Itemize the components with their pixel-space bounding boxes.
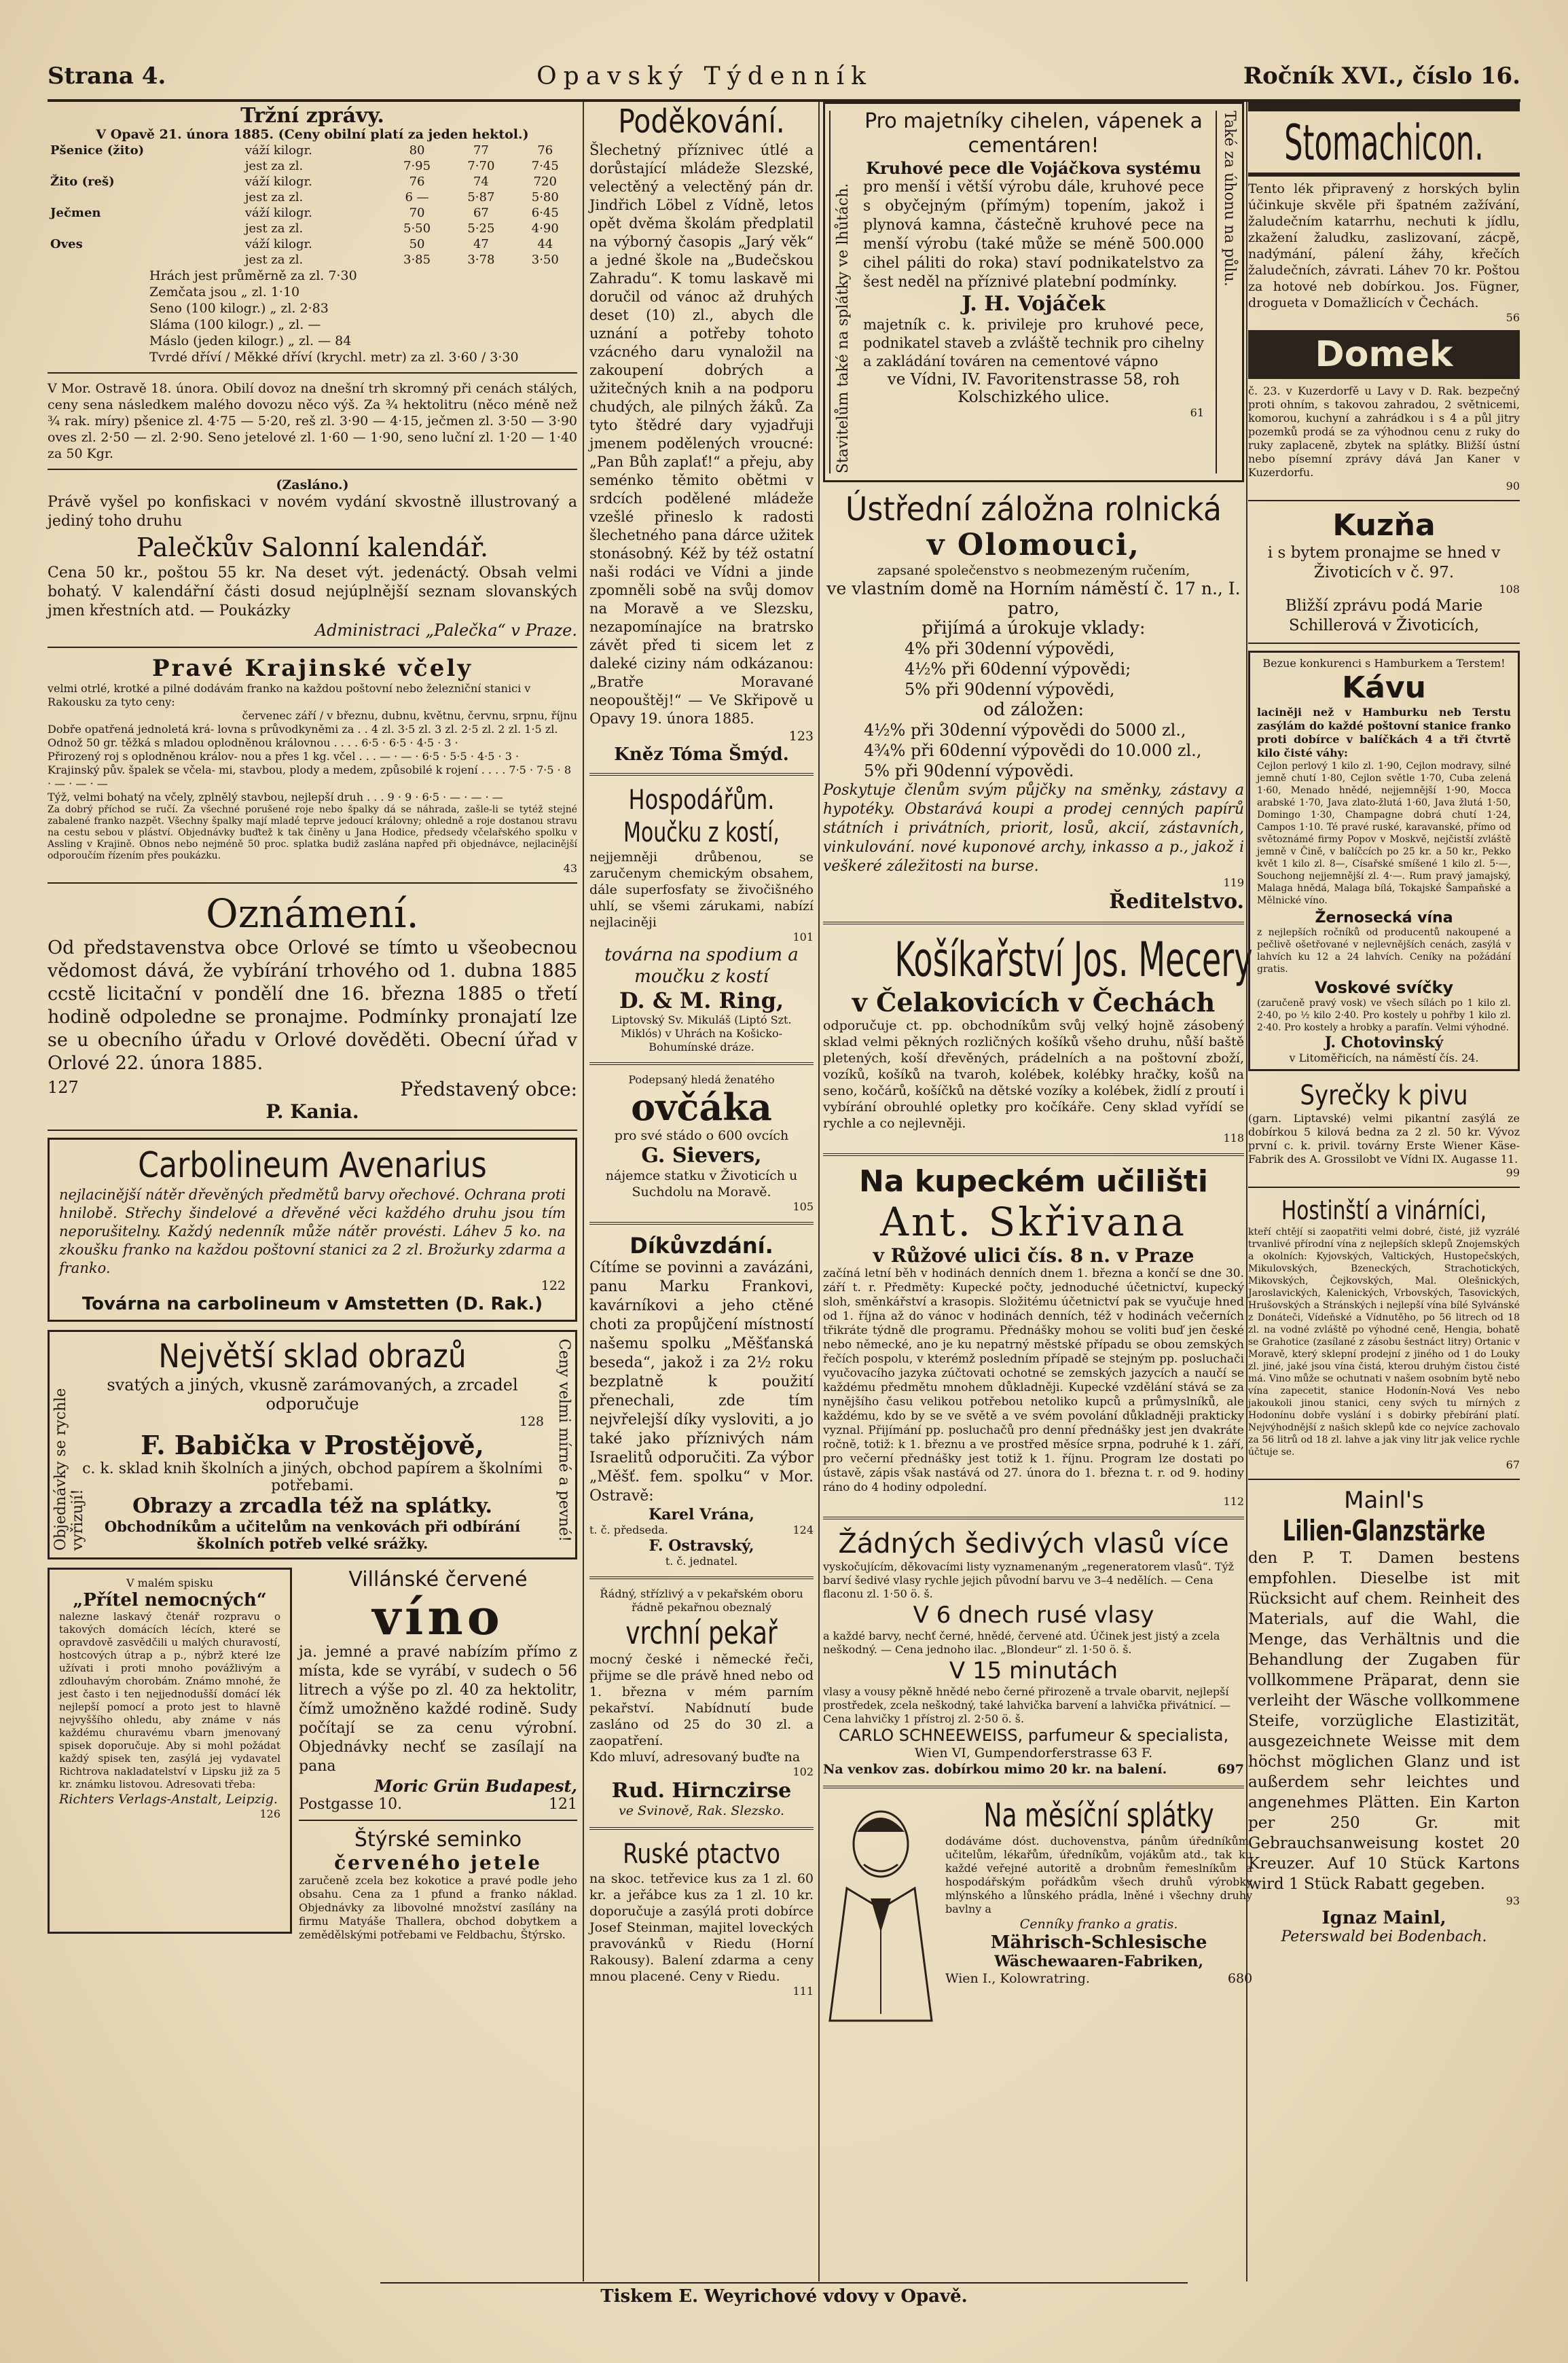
price-cell: jest za zl. (244, 221, 304, 236)
pekar-text: mocný české i německé řeči, přijme se dle právě hned nebo od 1. března v mém parním pekařství. Nabídnutí bude zasláno od 25 do 30 zl. a zaopatření. (589, 1652, 814, 1748)
splatky-firm2: Wäschewaaren-Fabriken, (994, 1953, 1204, 1970)
price-cell: 5·87 (467, 190, 495, 204)
portrait-illustration (823, 1797, 938, 2021)
price-row (48, 221, 577, 236)
kava-ad (1248, 651, 1520, 1071)
seminko-text: zaručeně zcela bez kokotice a pravé podle jeho obsahu. Cena za 1 pfund a franko náklad. Objednávky za libovolné množství zasílány na firmu Matyáše Thallera, obchod dobytkem a zemědělskými potřebami ve Feldbachu, Štýrsko. (299, 1874, 577, 1941)
price-cell: Ječmen (50, 206, 101, 220)
syrecky-title: Syrečky k pivu (1300, 1080, 1468, 1111)
price-cell: 720 (533, 175, 557, 189)
vlasy-text2: a každé barvy, nechť černé, hnědé, červené atd. Účinek jest jistý a zcela neškodný. — Cena jednoho ilac. „Blondeur“ zl. 1·50 ö. š. (823, 1629, 1220, 1656)
price-row (48, 252, 577, 268)
price-cell: 6·45 (531, 206, 559, 220)
pritel-head1: V malém spisku (126, 1576, 213, 1589)
vino-address: Postgasse 10. (299, 1796, 403, 1813)
price-cell: 6 — (405, 190, 429, 204)
splatky-title: Na měsíční splátky (983, 1797, 1214, 1835)
pritel-number: 126 (259, 1807, 280, 1820)
zalozna-rate2: 4½% při 30denní výpovědi do 5000 zl., (864, 721, 1186, 740)
price-cell: jest za zl. (244, 159, 304, 173)
market-subtitle: V Opavě 21. února 1885. (Ceny obilní platí za jeden hektol.) (96, 127, 529, 142)
vlasy-address: Wien VI, Gumpendorferstrasse 63 F. (914, 1746, 1153, 1761)
oznameni-sign-role: Představený obce: (400, 1078, 577, 1100)
ovcak-number: 105 (792, 1200, 814, 1213)
newspaper-title: Opavský Týdenník (536, 62, 873, 90)
carbolineum-number: 122 (541, 1278, 566, 1293)
page-header (48, 56, 1520, 96)
price-cell: váží kilogr. (244, 143, 312, 158)
moucka-factory: továrna na spodium a moučku z kostí (604, 945, 799, 987)
ovcak-text2: nájemce statku v Životicích u Suchdolu na Moravě. (605, 1168, 798, 1199)
stomachicon-rule (1248, 173, 1520, 177)
lilien-title1: Mainl's (1344, 1487, 1424, 1514)
zalozna-address: ve vlastním domě na Horním náměstí č. 17 n., I. patro, (826, 579, 1241, 618)
price-extra (48, 268, 577, 365)
zalozna-p2: od záložen: (983, 700, 1084, 720)
cihelny-title: Pro majetníky cihelen, vápenek a cementáren! (864, 109, 1203, 158)
stomachicon-title: Stomachicon. (1284, 114, 1484, 171)
zalozna-rate2: 5% při 90denní výpovědi. (864, 761, 1074, 780)
kupec-number: 112 (1223, 1495, 1244, 1508)
price-cell: jest za zl. (244, 190, 304, 204)
chotovinsky-address: v Litoměřicích, na náměstí čís. 24. (1289, 1051, 1479, 1064)
lilien-text: den P. T. Damen bestens empfohlen. Dieselbe ist mit Rücksicht auf chem. Reinheit des Materials, auf die Wahl, die Menge, das Verhältnis und die Behandlung der Zugaben für vollkommene Präparat, denn sie verleiht der Wäsche vollkommene Steife, vorzügliche Elastizität, ausgezeichnete Weisse mit dem höchst möglichen Glanz und ist außerdem sehr leichtes und angenehmes Plätten. Ein Karton per 250 Gr. mit Gebrauchsanweisung kostet 20 Kreuzer. Auf 10 Stück Kartons wird 1 Stück Rabatt gegeben. (1248, 1549, 1520, 1893)
cihelny-text2: majetník c. k. privileje pro kruhové pece, podnikatel staveb a zvláště technik pro cihelny a zakládání továren na cementové vápno (863, 317, 1204, 369)
bees-price-list (48, 723, 577, 804)
price-cell (48, 190, 242, 205)
splatky-address: Wien I., Kolowratring. (945, 1971, 1090, 1986)
pritel-text: nalezne laskavý čtenář rozpravu o takových domácích lécích, které se opravdově zasvědčili u malých churavostí, hostcových útrap a p., nýbrž které lze užívati i proti mnoho povážlivým a zdlouhavým chorobám. Známo mnohé, že jest často i ten nejjednodušší domácí lék nejlepší pomocí a proto jest to hlavně nejvyššího ohledu, aby známe v nás každému churavému vbarn jmenovaný spisek doporučuje. Aby si mohl požádat každý spisek ten, zasýlá jej vydavatel Richtrova nakladatelství v Lipsku již za 5 kr. známku listovou. Adresovati třeba: (59, 1610, 280, 1790)
price-table (48, 143, 577, 268)
hostinsti-text: kteří chtějí si zaopatřiti velmi dobré, čisté, již vyzrálé trvanlivé přírodní vína z nejlepších sklepů Znojemských a okolních: Kyjovských, Valtických, Hustopečských, Mikulovských, Bzeneckých, Strachotických, Mikovských, Čejkovských, Mal. Olešnických, Jaroslavických, Kalenických, Vrbovských, Tasovických, Hrušovských a Stránských i nejlepší vína bílé Sylvánské z Donáteči, Vídeňské a Vídnutěho, po 56 litrech od 18 zl. na vodné zvláště po výhodné ceně, Hengia, bohatě se Grahotice (zasílané z zásobu šestnáct litry) Ortanic v Moravě, který sklepní prodejní z jiného od 1 do Louky zl. jiné, jaké jsou vína čistá, kterou druhým čistou čisté má. Vino může se ochutnati v našem osobním bytě nebo vína zapecetit, stanice Hodonín-Nová Ves nebo jakoukoli jinou stanici, ceny svých tu mírných z Hodonínu dobře vyslání i s dobirky přebírání platí. Nejvýhodnější z našich sklepů kde co nejvíce zachovalo za 56 litrů od 18 zl. lahve a jak viny litr jak velice rychle účtuje se. (1248, 1227, 1520, 1458)
moucka-title: Moučku z kostí, (623, 817, 780, 848)
pekar-text2: Kdo mluví, adresovaný buďte na (589, 1750, 801, 1765)
cihelny-ad (823, 102, 1244, 482)
column-divider-1 (583, 102, 584, 2281)
vino-firm: Moric Grün Budapest, (374, 1776, 577, 1796)
price-row (48, 236, 577, 252)
price-cell: Pšenice (žito) (50, 143, 145, 158)
price-cell: Oves (50, 237, 83, 251)
obrazy-number: 128 (519, 1414, 544, 1429)
vino-text: ja. jemné a pravé nabízím přímo z místa, kde se vyrábí, v sudech o 56 litrech a výše po zl. 40 za hektolitr, čímž umožněno každé rodině. Sudy počítají se za cenu výrobní. Objednávky nechť se zasílají na pana (299, 1644, 577, 1775)
dekovani-signature: Kněz Tóma Šmýd. (614, 744, 789, 765)
ovcak-firm: G. Sievers, (641, 1144, 762, 1168)
column-4 (1248, 102, 1520, 2295)
ptactvo-number: 111 (792, 1985, 814, 1998)
price-cell (48, 221, 242, 236)
domek-title: Domek (1248, 330, 1520, 379)
kava-text: laciněji než v Hamburku neb Terstu zasýlám do každé poštovní stanice franko proti dobírce v balíčkách 4 a tři čtvrtě kilo čisté váhy: (1257, 706, 1511, 759)
price-cell: 44 (537, 237, 553, 251)
moucka-firm: D. & M. Ring, (619, 988, 784, 1013)
price-row (48, 143, 577, 158)
cihelny-name: J. H. Vojáček (962, 292, 1106, 316)
voskove-text: (zaručeně pravý vosk) ve všech sílách po 1 kilo zl. 2·40, po ½ kilo 2·40. Pro kostely u pohřby 1 kilo zl. 2·40. Pro kostely a hrobky a parafín. Velmi výhodné. (1257, 998, 1511, 1033)
man-portrait-icon (823, 1797, 938, 2021)
dekovani-title: Poděkování. (618, 103, 785, 141)
moucka-address: Liptovský Sv. Mikuláš (Liptó Szt. Miklós) v Uhrách na Košicko-Bohumínské dráze. (611, 1013, 792, 1053)
pritel-head2: „Přítel nemocných“ (73, 1590, 267, 1610)
bees-price-row: Přirozený roj s oplodněnou králov- nou a přes 1 kg. včel . . . — · — · 6·5 · 5·5 · 4·5 · 3 · (48, 750, 519, 763)
obrazy-side-left: Objednávky se rychle vyřizují! (52, 1388, 86, 1551)
price-cell: 3·50 (531, 253, 559, 267)
kuzna-number: 108 (1499, 583, 1520, 596)
calendar-signature: Administraci „Palečka“ v Praze. (314, 621, 577, 640)
price-cell: 76 (537, 143, 553, 158)
zalozna-signature: Ředitelstvo. (1109, 890, 1244, 914)
carbolineum-text: nejlacinější nátěr dřevěných předmětů barvy ořechové. Ochrana proti hnilobě. Střechy šindelové a dřevěné věci každého druhu jsou tím neporušitelny. Každý nedenník může nátěr provésti. Láhev 5 ko. na zkoušku franko na každou poštovní stanici za 2 zl. Brožurky zdarma a franko. (59, 1187, 566, 1276)
zernosecka-text: z nejlepších ročníků od producentů nakoupené a pečlivě ošetřované v nejlevnějších cenách, zasýlá v lahvích ku 12 a 24 lahvích. Ceníky na požádání gratis. (1257, 927, 1511, 975)
price-cell (48, 252, 242, 268)
bees-note: Za dobrý příchod se ručí. Za všechné porušené roje nebo špalky dá se náhrada, zašle-li se tytéž stejné zabalené franko nazpět. Všechny špalky mají mladé teprve jedoucí královny; ohledně a roje dostanou stravu na cestu sebou v pláství. Objednávky buďtež k tak činěny u Jana Hodice, předsedy včelařského spolku v Assling v Krajině. Obnos nebo nejméně 50 proc. splatka budiž zaslána napřed při objednávce, nejlacinější odporoučím řízením přes poukázku. (48, 804, 577, 861)
bees-price-row: Týž, velmi bohatý na včely, zplnělý stavbou, nejlepší druh . . . 9 · 9 · 6·5 · — · — · — (48, 791, 503, 804)
splatky-ad (823, 1797, 1253, 2021)
kuzna-text: i s bytem pronajme se hned v Životicích v č. 97. (1267, 544, 1501, 581)
cihelny-side-right: Také za úhonu na půlu. (1216, 111, 1238, 473)
price-cell: 7·45 (531, 159, 559, 173)
bottom-ads-row (48, 1568, 577, 1942)
price-cell: 7·95 (403, 159, 431, 173)
splatky-text2: Cenníky franko a gratis. (1019, 1917, 1178, 1932)
kupec-name: Ant. Skřivana (880, 1199, 1187, 1245)
calendar-intro: Právě vyšel po konfiskaci v novém vydání skvostně illustrovaný a jediný toho druhu (48, 494, 577, 530)
kupec-title: Na kupeckém učilišti (859, 1164, 1208, 1199)
dekovani-number: 123 (788, 729, 814, 744)
vlasy-firm: CARLO SCHNEEWEISS, parfumeur & specialista, (838, 1726, 1229, 1745)
price-cell: 47 (473, 237, 489, 251)
oznameni-sign-name: P. Kania. (266, 1100, 359, 1123)
price-row (48, 174, 577, 190)
zalozna-rate: 5% při 90denní výpovědi, (905, 680, 1115, 699)
pekar-address: ve Svinově, Rak. Slezsko. (619, 1803, 784, 1818)
ovcak-text: pro své stádo o 600 ovcích (614, 1128, 789, 1143)
zalozna-rate2: 4¾% při 60denní výpovědi do 10.000 zl., (864, 741, 1202, 760)
pekar-title: vrchní pekař (625, 1615, 778, 1651)
lilien-title2: Lilien-Glanzstärke (1282, 1514, 1486, 1547)
cihelny-text: pro menší i větší výrobu dále, kruhové pece s obyčejným (přímým) topením, jakož i plynová kamna, částečně kruhové pece na menší výrobu (také může se méně 500.000 cihel páliti do roka) staví podnikatelstvo za šest neděl na příznivé platební podmínky. (863, 179, 1204, 291)
calendar-text: Cena 50 kr., poštou 55 kr. Na deset výt. jedenáctý. Obsah velmi bohatý. V kalendářní části dosud nejúplnější seznam slovanských jmen křestních atd. — Poukázky (48, 564, 577, 619)
pekar-head2: řádně pekařnou obeznalý (632, 1601, 771, 1614)
vino-number: 121 (549, 1796, 577, 1813)
syrecky-number: 99 (1506, 1166, 1520, 1179)
obrazy-splatky: Obrazy a zrcadla též na splátky. (132, 1494, 492, 1518)
bees-title: Pravé Krajinské včely (151, 655, 473, 682)
price-cell: váží kilogr. (244, 237, 312, 251)
lilien-signature: Ignaz Mainl, (1321, 1908, 1446, 1928)
pekar-number: 102 (792, 1765, 814, 1778)
chotovinsky-name: J. Chotovinský (1324, 1034, 1444, 1051)
stomachicon-text: Tento lék připravený z horských bylin účinkuje skvěle při špatném zažívání, žaludečním katarrhu, nechuti k jídlu, zkažení žaludku, zaslizovaní, zácpě, nadýmání, pálení žáhy, křečích žaludečních, závrati. Láhev 70 kr. Poštou za hotové neb dobírkou. Jos. Fügner, drogueta v Domažlicích v Čechách. (1248, 181, 1520, 310)
column-3 (823, 102, 1253, 2295)
zaslano-label: (Zasláno.) (276, 477, 349, 492)
kuzna-title: Kuzňa (1332, 508, 1436, 543)
column-divider-2 (818, 102, 820, 2281)
vlasy-title3: V 15 minutách (949, 1657, 1118, 1684)
zalozna-number: 119 (1223, 876, 1244, 889)
zalozna-title: Ústřední záložna rolnická (845, 490, 1222, 528)
calendar-title: Palečkův Salonní kalendář. (136, 533, 489, 562)
ovcak-title: ovčáka (631, 1085, 772, 1129)
price-cell: jest za zl. (244, 253, 304, 267)
splatky-text: dodáváme dóst. duchovenstva, pánům úředníkům, učitelům, lékařům, úředníkům, vojákům atd., tak ku každé veřejné autoritě a drobnům řemeslníkům a hospodářským pořádkům všech druhů výrobky mlýnského a lůnského prádla, lněné i všechny druhy bavlny a (945, 1835, 1253, 1915)
price-cell: 80 (409, 143, 425, 158)
obrazy-side-right: Ceny velmi mírné a pevné! (555, 1339, 572, 1543)
page-number: Strana 4. (48, 62, 166, 90)
seminko-title: Štýrské seminko (354, 1828, 522, 1852)
price-cell: 5·25 (467, 221, 495, 236)
price-cell: 5·80 (531, 190, 559, 204)
oznameni-text: Od představenstva obce Orlové se tímto u všeobecnou vědomost dává, že vybírání trhového od 1. dubna 1885 ccstě licitační v pondělí dne 16. března 1885 o třetí hodině odpoledne se pronajme. Podmínky pronajatí lze se u obecního úřadu v Orlové dověděti. Obecní úřad v Orlové 22. února 1885. (48, 937, 577, 1074)
pekar-head: Řádný, střízlivý a v pekařském oboru (600, 1587, 803, 1600)
ptactvo-title: Ruské ptactvo (623, 1839, 780, 1870)
hostinsti-title: Hostinští a vinárníci, (1281, 1195, 1487, 1225)
cihelny-address: ve Vídni, IV. Favoritenstrasse 58, roh Kolschizkého ulice. (887, 371, 1180, 406)
hostinsti-number: 67 (1506, 1458, 1520, 1471)
diky-text: Cítíme se povinni a zavázáni, panu Marku Frankovi, kavárníkovi a jeho ctěné choti za propůjčení místností našemu spolku „Měšťanská beseda“, jakož i za 2½ roku bezplatně k použití přenechali, zde tím nejvřelejší díky vysloviti, a jo také jako příznivých nám Israelitů odporučiti. Za výbor „Měšť. fem. spolku“ v Mor. Ostravě: (589, 1259, 814, 1504)
price-cell: 3·78 (467, 253, 495, 267)
price-cell: 70 (409, 206, 425, 220)
carbolineum-title: Carbolineum Avenarius (138, 1145, 487, 1186)
vlasy-note: Na venkov zas. dobírkou mimo 20 kr. na balení. (823, 1762, 1167, 1777)
price-cell (48, 158, 242, 174)
kupec-text: začíná letní běh v hodinách denních dnem 1. března a končí se dne 30. září t. r. Předměty: Kupecké počty, jednoduché účetnictví, kupecký sloh, směnkářství a krasopis. Složitému účetnictví pak se vyučuje hned od 1. října až do vánoc v hodinách denních, též v hodinách večerních třikráte týdně dle programu. Přednášky mohou se voliti buď jen české nebo německé, ano je ku nepatrný městské případu se obou zemských řečích pospolu, v kterémž posledním případě se stejným pp. posluchači vyučovacího jazyka zúčtovati ochotné se zemských jazycích a naučí se každému předmětu mnohem důkladněji. Kupecké vzdělání stává se za nynějšího času velikou potřebou netoliko kupců a průmyslníků, ale každému, kdo by se ve světě a ve svém povolání důkladněji prakticky vyznal. Přijímání pp. posluchačů pro denní přednášky jest jen dvakráte ročně, totiž: k 1. březnu a ve prostřed měsíce srpna, podruhé k 1. září, pro večerní přednášky jest totiž k 1. říjnu. Program lze dostati po ústavě, zápis však nastává od 27. února do 1. března t. r. od 9. hodiny ráno do 4 hodiny odpolední. (823, 1267, 1244, 1494)
price-cell: 50 (409, 237, 425, 251)
diky-title: Díkůvzdání. (630, 1233, 773, 1259)
diky-sign2: F. Ostravský, (649, 1537, 754, 1555)
price-cell: 4·90 (531, 221, 559, 236)
vlasy-text3: vlasy a vousy pěkně hnědé nebo černé přirozeně a trvale obarvit, nejlepší prostředek, zcela neškodný, také lahvička barvení a lahvička přivátnicí. — Cena lahvičky 1 přístroj zl. 2·50 ö. š. (823, 1685, 1231, 1725)
kosik-text: odporučuje ct. pp. obchodníkům svůj velký hojně zásobený sklad velmi pěkných rozličných košíků všeho druhu, nůší baště pletených, koší dřevěných, prádelních a na poštovní zboží, vozíků, košíků na tvaroh, kolébek, kolébky hračky, košů na seno, kočárů, košíčků na dětské vozíky a kolébek, židlí z proutí i vybírání obrouhlé opletky pro kočíkáře. Ceny sklad vyřídí se rychle a co nejlevněji. (823, 1018, 1244, 1131)
ostrava-report: V Mor. Ostravě 18. února. Obilí dovoz na dnešní trh skromný při cenách stálých, ceny sena následkem malého dovozu něco výš. Za ¾ hektolitru (něco méně než ¾ rak. míry) pšenice zl. 4·75 — 5·20, reš zl. 3·90 — 4·15, ječmen zl. 3·50 — 3·90 oves zl. 2·50 — zl. 2·90. Seno jetelové zl. 1·60 — 1·90, seno luční zl. 1·20 — 1·40 za 50 Kgr. (48, 381, 577, 461)
diky-sign1-role: t. č. předseda. (589, 1523, 668, 1536)
ptactvo-text: na skoc. tetřevice kus za 1 zl. 60 kr. a jeřábce kus za 1 zl. 10 kr. doporučuje a zasýlá proti dobírce Josef Steinman, majitel loveckých pravovánků v Riedu (Horní Rakousy). Balení zdarma a ceny mnou placené. Ceny v Riedu. (589, 1871, 814, 1984)
pritel-ad (48, 1568, 292, 1934)
volume-number: Ročník XVI., číslo 16. (1243, 62, 1520, 90)
obrazy-firm: F. Babička v Prostějově, (141, 1430, 484, 1460)
cihelny-side-left: Stavitelům také na splátky ve lhůtách. (829, 111, 852, 473)
vino-title: víno (372, 1588, 504, 1646)
diky-sign1: Karel Vrána, (649, 1506, 754, 1523)
domek-number: 90 (1506, 480, 1520, 492)
zalozna-rates (823, 638, 1244, 700)
kosik-number: 118 (1223, 1132, 1244, 1144)
price-extra-line: Hrách jest průměrně za zl. 7·30 (149, 268, 357, 283)
carbolineum-firm: Továrna na carbolineum v Amstetten (D. Rak.) (81, 1294, 543, 1314)
price-cell: váží kilogr. (244, 175, 312, 189)
vino-head: Villánské červené (348, 1568, 528, 1591)
hospodarum-title: Hospodářům. (628, 784, 775, 816)
price-row (48, 190, 577, 205)
domek-text: č. 23. v Kuzerdorfě u Lavy v D. Rak. bezpečný proti ohním, s takovou zahradou, 2 světnicemi, komorou, kuchyní a zahrádkou i s 4 a půl jitry pozemků prodá se za výhodnou cenu z ruky do ruky zaplaceně, zbytek na splátky. Bližší ústní nebo písemní zprávy dává Jan Kaner v Kuzerdorfu. (1248, 384, 1520, 479)
zalozna-subtitle: zapsané společenstvo s neobmezeným ručením, (877, 563, 1190, 578)
bees-price-row: Odnož 50 gr. těžká s mladou oplodněnou královnou . . . . 6·5 · 6·5 · 4·5 · 3 · (48, 736, 458, 749)
seminko-title2: červeného jetele (334, 1852, 542, 1874)
price-extra-line: Seno (100 kilogr.) „ zl. 2·83 (149, 301, 329, 316)
price-row (48, 205, 577, 221)
vino-column (299, 1568, 577, 1942)
footer-rule (380, 2282, 1188, 2284)
splatky-number: 680 (1227, 1971, 1253, 1986)
lilien-number: 93 (1506, 1894, 1520, 1907)
price-cell: 67 (473, 206, 489, 220)
cihelny-subtitle: Kruhové pece dle Vojáčkova systému (866, 158, 1201, 178)
imprint: Tiskem E. Weyrichové vdovy v Opavě. (600, 2286, 968, 2307)
price-row (48, 158, 577, 174)
carbolineum-ad (48, 1138, 577, 1322)
vlasy-title2: V 6 dnech rusé vlasy (913, 1602, 1154, 1629)
price-cell: Žito (reš) (50, 175, 115, 189)
kupec-address: v Růžové ulici čís. 8 n. v Praze (873, 1244, 1195, 1267)
lilien-address: Peterswald bei Bodenbach. (1281, 1928, 1487, 1945)
moucka-text: nejjemněji drůbenou, se zaručenym chemickým obsahem, dále superfosfaty se živočišného uhlí, se všemi zárukami, nabízí nejlaciněji (589, 850, 814, 930)
price-extra-line: Sláma (100 kilogr.) „ zl. — (149, 317, 321, 332)
price-extra-line: Zemčata jsou „ zl. 1·10 (149, 285, 300, 300)
price-cell: 74 (473, 175, 489, 189)
stomachicon-number: 56 (1506, 311, 1520, 324)
price-cell: 76 (409, 175, 425, 189)
bees-price-row: Dobře opatřená jednoletá krá- lovna s průvodkyněmi za . . 4 zl. 3·5 zl. 3 zl. 2·5 zl. 2 zl. 1·5 zl. (48, 723, 558, 736)
kava-title: Kávu (1342, 670, 1426, 705)
obrazy-title: Největší sklad obrazů (158, 1337, 467, 1375)
moucka-number: 101 (792, 931, 814, 943)
column-1 (48, 102, 577, 2295)
oznameni-title: Oznámení. (206, 890, 419, 937)
pekar-firm: Rud. Hirnczirse (611, 1779, 792, 1803)
bees-number: 43 (563, 862, 577, 875)
column-2 (589, 102, 814, 2295)
splatky-firm: Mährisch-Schlesische (990, 1932, 1207, 1953)
price-cell: 77 (473, 143, 489, 158)
price-extra-line: Máslo (jeden kilogr.) „ zl. — 84 (149, 333, 352, 348)
price-cell: 3·85 (403, 253, 431, 267)
bees-price-row: Krajinský pův. špalek se včela- mi, stavbou, plody a medem, způsobilé k rojení . . . . 7·5 · 7·5 · 8 · — · — · — (48, 763, 571, 790)
zalozna-note: Poskytuje členům svým půjčky na směnky, zástavy a hypotéky. Obstarává koupi a prodej cenných papírů státních i privátních, priorit, losů, akcií, zástavních, vinkulování. nové kuponové archy, inkasso a p., jakož i veškeré záležitosti na burse. (823, 782, 1244, 875)
pritel-address: Richters Verlags-Anstalt, Leipzig. (59, 1792, 278, 1807)
price-extra-line: Tvrdé dříví / Měkké dříví (krychl. metr) za zl. 3·60 / 3·30 (149, 350, 519, 365)
diky-sign2-role: t. č. jednatel. (665, 1555, 738, 1568)
zalozna-rate: 4½% při 60denní výpovědi; (905, 660, 1131, 679)
zalozna-p1: přijímá a úrokuje vklady: (922, 618, 1146, 638)
kosik-city: v Čelakovicích v Čechách (852, 987, 1216, 1017)
kava-list: Cejlon perlový 1 kilo zl. 1·90, Cejlon modravy, silné jemně chutí 1·80, Cejlon světle 1·70, Cuba zelená 1·60, Menado hnědé, nejjemnější 1·90, Mocca arabské 1·70, Java zlato-žlutá 1·60, Java žlutá 1·50, Domingo 1·30, Champagne dobrá chutí 1·24, Campos 1·10. Té pravé ruské, karavanské, přímo od světoznámé firmy Popov v Moskvě, nejčistší zvláště jemně v Čině, v balíčcích po 25 kr. a 50 kr., Pekko květ 1 kilo zl. 8—, Císařské smíšené 1 kilo zl. 5·—, Souchong nejjemnější zl. 4·—. Rum pravý jamajský, Malaga hnědá, Malaga bílá, Tokajské Šampaňské a Mělnické víno. (1257, 761, 1511, 906)
kava-head: Bezue konkurenci s Hamburkem a Terstem! (1262, 657, 1506, 670)
market-title: Tržní zprávy. (240, 104, 384, 128)
zernosecka-title: Žernosecká vína (1315, 909, 1453, 926)
price-cell: váží kilogr. (244, 206, 312, 220)
oznameni-number: 127 (48, 1078, 79, 1097)
dekovani-text: Šlechetný příznivec útlé a dorůstající mládeže Slezské, velectěný a velectěný pán dr. Jindřich Löbel z Vídně, letos opět dvěma školám předplatil na výborný časopis „Jarý věk“ a jedné škole na „Budečskou Zahradu“. K tomu laskavě mi doručil od vánoc až druhých deset (10) zl., abych dle uznání a potřeby tohoto vzácného daru vynaložil na zakoupení dobrých a užitečných knih a na podporu chudých, ale pilných žáků. Za tyto štědré dary vyjadřuji jmenem podělených vroucné: „Pan Bůh zaplať!“ a přeju, aby seménko těmito obětmi v srdcích podělené mládeže vzešlé přineslo k radosti šlechetného pana dárce užitek stonásobný. Kéž by též ostatní naši rodáci ve Vídni a jinde zpomněli sobě na svůj domov na Moravě a ve Slezsku, nezapomínajíce na bratrsko závět před ti sicem let z daleké ciziny nám odkázanou: „Bratře Moravané neopouštěj!“ — Ve Skřipově u Opavy 19. února 1885. (589, 142, 814, 727)
vlasy-text: vyskočujícím, děkovacími listy vyznamenaným „regeneratorem vlasů“. Týž barví šedivé vlasy rychle jejich původní barvu ve 3–4 nedělích. — Cena flaconu zl. 1·50 ö. š. (823, 1560, 1235, 1600)
price-cell: 5·50 (403, 221, 431, 236)
stomachicon-top-bar (1248, 102, 1520, 111)
bees-columns: červenec září / v březnu, dubnu, květnu, červnu, srpnu, říjnu (242, 709, 577, 722)
diky-number: 124 (792, 1523, 814, 1536)
ovcak-head: Podepsaný hledá ženatého (628, 1073, 775, 1086)
vlasy-number: 697 (1217, 1762, 1244, 1777)
syrecky-text: (garn. Liptavské) velmi pikantní zasýlá ze dobírkou 5 kilová bedna za 2 zl. 50 kr. Vývoz první c. k. privil. továrny Erste Wiener Käse-Fabrik des A. Grossilobt ve Vídni IX. Augasse 11. (1248, 1112, 1520, 1166)
obrazy-text2: c. k. sklad knih školních a jiných, obchod papírem a školními potřebami. (82, 1460, 543, 1494)
price-cell: 7·70 (467, 159, 495, 173)
bees-text: velmi otrlé, krotké a pilné dodávám franko na každou poštovní nebo železniční stanici v Rakousku za tyto ceny: (48, 682, 531, 708)
kosik-title: Košíkařství Jos. Mecery (894, 932, 1253, 988)
cihelny-number: 61 (1190, 406, 1204, 419)
obrazy-discount: Obchodníkům a učitelům na venkovách při odbírání školních potřeb velké srážky. (104, 1518, 521, 1552)
zalozna-city: v Olomouci, (927, 528, 1140, 562)
voskove-title: Voskové svíčky (1314, 978, 1454, 997)
kuzna-text2: Bližší zprávu podá Marie Schillerová v Životicích, (1285, 597, 1483, 634)
obrazy-ad (48, 1330, 577, 1559)
zalozna-rate: 4% při 30denní výpovědi, (905, 639, 1115, 658)
vlasy-title: Žádných šedivých vlasů více (838, 1528, 1229, 1559)
zalozna-rates2 (823, 720, 1244, 781)
obrazy-text: svatých a jiných, vkusně zarámovaných, a zrcadel odporučuje (107, 1375, 518, 1413)
